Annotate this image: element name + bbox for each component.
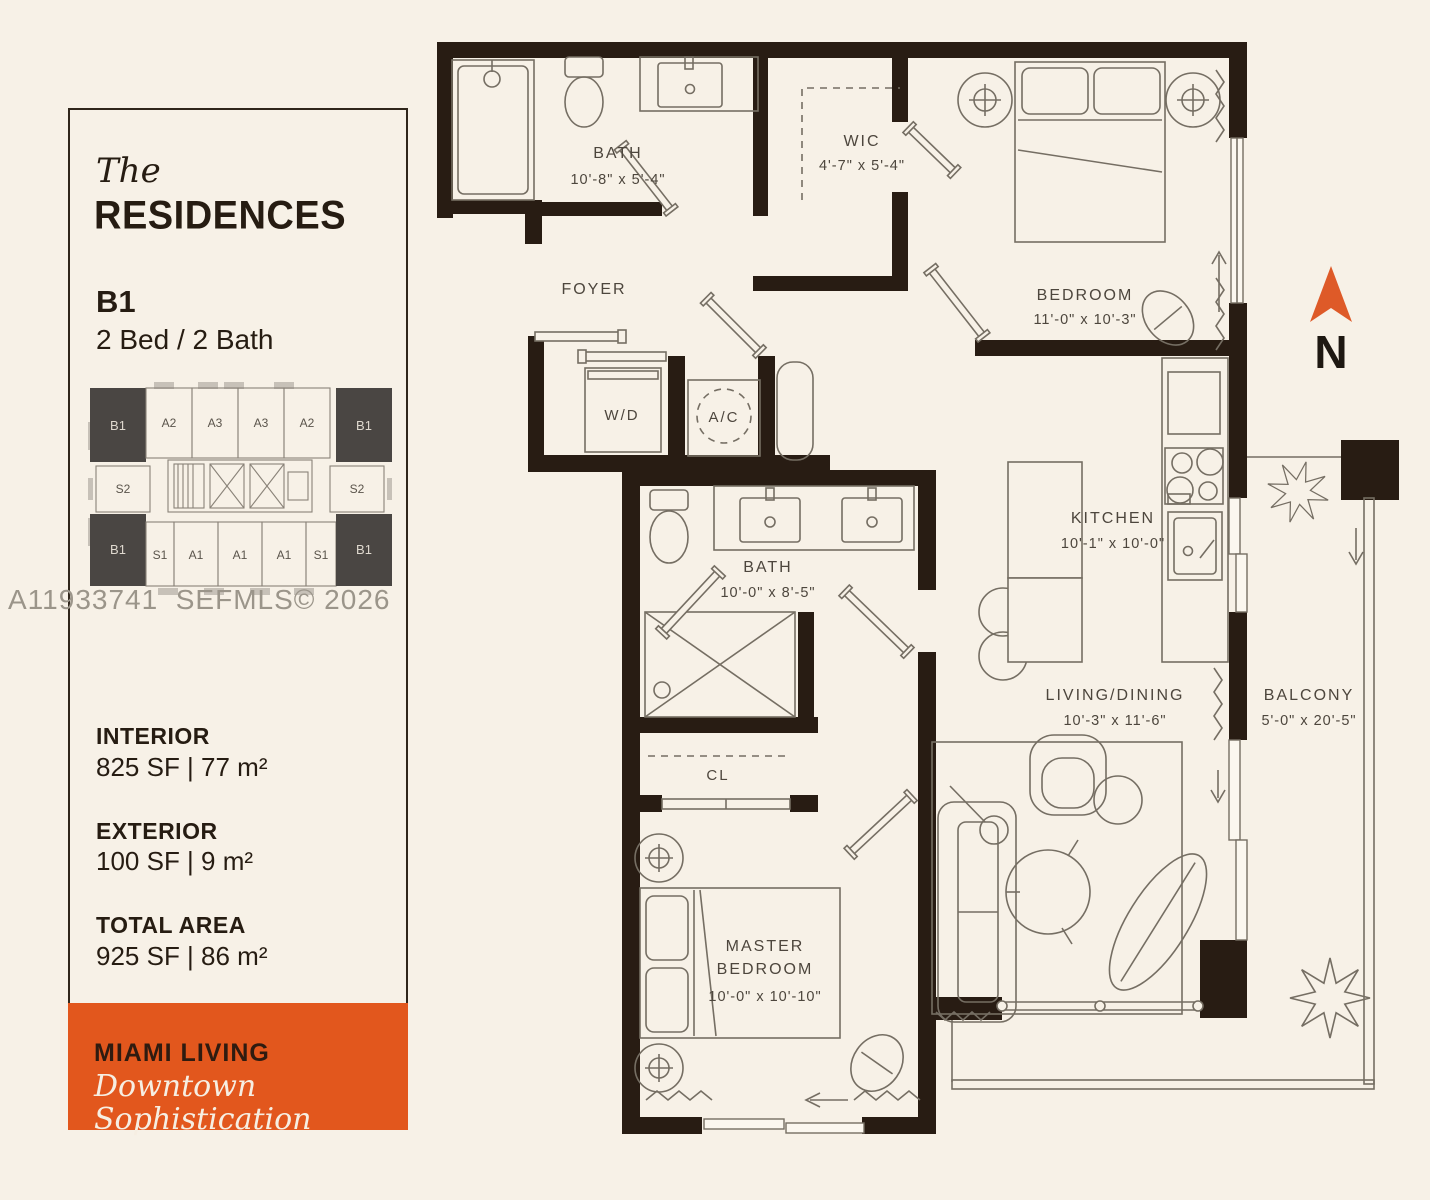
keyplan-label-a1: A1: [276, 548, 292, 562]
keyplan-label-a2: A2: [299, 416, 315, 430]
master-window: [704, 1119, 784, 1129]
label-bedroom: BEDROOM: [1036, 287, 1134, 304]
keyplan-label-a3: A3: [253, 416, 269, 430]
side-table-icon: [1094, 776, 1142, 824]
area-label: INTERIOR: [96, 723, 210, 749]
north-arrow-icon: [1310, 266, 1352, 322]
curtain-icon: [1216, 278, 1224, 350]
area-value: 825 SF | 77 m²: [96, 751, 268, 782]
window-arrow-left: [806, 1093, 848, 1107]
keyplan-labels: [110, 416, 372, 562]
door-shower: [656, 566, 726, 639]
keyplan-label-b1: B1: [110, 418, 126, 433]
area-exterior: [96, 817, 268, 880]
dims-balcony: 5'-0" x 20'-5": [1261, 713, 1357, 729]
keyplan-label-a1: A1: [188, 548, 204, 562]
double-vanity-icon: [714, 486, 914, 550]
area-value: 925 SF | 86 m²: [96, 940, 268, 971]
walls: [437, 42, 1399, 1134]
keyplan-label-s1: S1: [313, 548, 329, 562]
toilet-icon: [565, 57, 603, 77]
label-kitchen: KITCHEN: [1070, 510, 1156, 527]
window-arrow-down: [1211, 770, 1225, 802]
sofa-icon: [938, 802, 1016, 1022]
curtain-icon: [1214, 668, 1222, 740]
curtain-icon: [646, 1091, 712, 1100]
keyplan-label-s2: S2: [349, 482, 365, 496]
label-living: LIVING/DINING: [1045, 687, 1185, 704]
coffee-table-icon: [1006, 840, 1090, 944]
label-wd: W/D: [604, 407, 640, 424]
mls-watermark: A11933741 SEFMLS© 2026: [8, 584, 391, 615]
label-bath-2: BATH: [743, 559, 793, 576]
dims-bath-1: 10'-8" x 5'-4": [570, 172, 666, 188]
shower-icon: [452, 60, 534, 200]
label-wic: WIC: [843, 133, 881, 150]
area-total: [96, 911, 268, 974]
door-bedroom: [924, 263, 990, 342]
sliding-door-icon: [582, 352, 666, 361]
keyplan-label-s2: S2: [115, 482, 131, 496]
unit-description: 2 Bed / 2 Bath: [96, 324, 274, 355]
compass-label: N: [1314, 326, 1348, 378]
keyplan-core: [168, 460, 312, 512]
door-wic: [903, 122, 961, 179]
dims-master: 10'-0" x 10'-10": [708, 989, 822, 1005]
brand-name: RESIDENCES: [94, 193, 347, 238]
nightstand-lamp-icon: [635, 1044, 683, 1092]
living-balcony-door: [1229, 740, 1240, 840]
fridge-icon: [1168, 372, 1220, 434]
label-balcony: BALCONY: [1263, 687, 1355, 704]
keyplan-label-b1: B1: [356, 542, 372, 557]
banner-subtitle: Downtown Sophistication: [94, 1069, 312, 1137]
door-bath-2: [839, 585, 914, 658]
keyplan-label-a2: A2: [161, 416, 177, 430]
label-bath-1: BATH: [593, 145, 643, 162]
window-arrow-up: [1212, 252, 1226, 312]
keyplan-label-s1: S1: [152, 548, 168, 562]
chair-icon: [840, 1025, 914, 1102]
rug-icon: [932, 742, 1182, 1014]
building-key-plan: [88, 382, 392, 596]
area-interior: [96, 722, 268, 785]
stove-icon: [1165, 448, 1223, 504]
curtain-icon: [854, 1091, 920, 1100]
label-ac: A/C: [708, 409, 740, 426]
dims-bath-2: 10'-0" x 8'-5": [720, 585, 816, 601]
info-panel: [68, 108, 408, 1137]
label-foyer: FOYER: [561, 281, 627, 298]
plant-icon: [1260, 454, 1336, 530]
keyplan-label-b1: B1: [110, 542, 126, 557]
nightstand-lamp-icon: [1166, 73, 1220, 127]
dining-table-icon: [1008, 578, 1082, 662]
utility-door-icon: [777, 362, 813, 460]
brand-the: The: [96, 151, 161, 191]
unit-code: B1: [96, 284, 136, 319]
banner-title: MIAMI LIVING: [94, 1039, 270, 1067]
marketing-banner: [68, 1003, 408, 1137]
label-closet: CL: [706, 767, 730, 784]
door-hall: [700, 292, 766, 358]
sliding-door-icon: [535, 332, 625, 341]
balcony-arrow-down: [1349, 528, 1363, 564]
area-label: TOTAL AREA: [96, 912, 246, 939]
dims-living: 10'-3" x 11'-6": [1063, 713, 1167, 729]
area-value: 100 SF | 9 m²: [96, 846, 254, 877]
keyplan-label-a3: A3: [207, 416, 223, 430]
plant-icon: [1290, 958, 1370, 1038]
kitchen-counter-icon: [1162, 358, 1228, 662]
area-label: EXTERIOR: [96, 817, 218, 844]
room-bath-2: [645, 486, 914, 717]
sink-icon: [1168, 512, 1222, 580]
nightstand-lamp-icon: [635, 834, 683, 882]
keyplan-label-b1: B1: [356, 418, 372, 433]
toilet-icon: [650, 490, 688, 510]
dims-wic: 4'-7" x 5'-4": [818, 158, 906, 174]
nightstand-lamp-icon: [958, 73, 1012, 127]
keyplan-label-a1: A1: [232, 548, 248, 562]
bed-icon: [1015, 62, 1165, 242]
label-master-1: MASTER: [725, 938, 805, 955]
dims-kitchen: 10'-1" x 10'-0": [1060, 536, 1166, 552]
dims-bedroom: 11'-0" x 10'-3": [1033, 312, 1137, 328]
area-summary: [96, 722, 268, 1006]
label-master-2: BEDROOM: [716, 961, 814, 978]
kitchen-balcony-door: [1229, 498, 1240, 554]
compass: [1310, 266, 1352, 378]
door-master: [844, 790, 917, 860]
